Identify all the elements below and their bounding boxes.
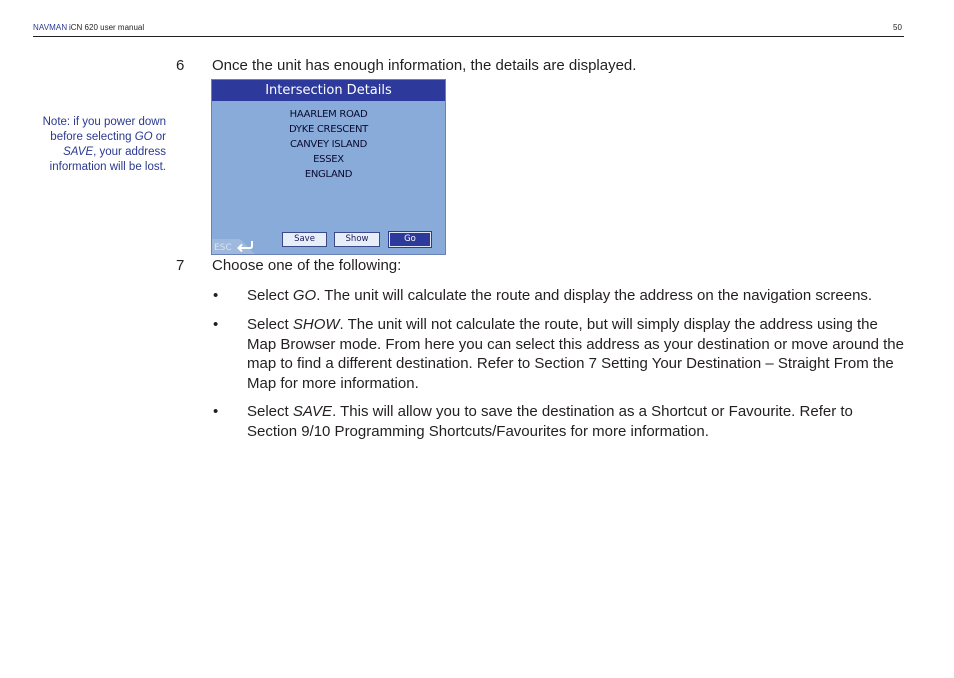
- step-6-text: Once the unit has enough information, the details are displayed.: [212, 57, 637, 74]
- page-number: 50: [893, 23, 902, 32]
- step-6-number: 6: [176, 57, 185, 74]
- bullet-show-after: . The unit will not calculate the route, but will simply display the address using the Map Browser mode. From here you can select this address as your destination or move around the map to find a different destination. Refer to Section 7 Setting Your Destination – Straight From the Map for more information.: [247, 316, 904, 392]
- note-go: GO: [134, 131, 153, 143]
- bullet-go-keyword: GO: [292, 287, 317, 304]
- note-prefix: Note: if you power down before selecting: [42, 116, 166, 143]
- step-7-number: 7: [176, 257, 185, 274]
- go-button[interactable]: Go: [389, 232, 431, 247]
- bullet-save: [247, 402, 907, 441]
- address-line: ESSEX: [313, 154, 344, 165]
- note-save: SAVE: [63, 146, 94, 158]
- bullet-save-after: . This will allow you to save the destination as a Shortcut or Favourite. Refer to Section 9/10 Programming Shortcuts/Favourites for more information.: [247, 403, 853, 440]
- back-arrow-icon: [236, 240, 254, 252]
- address-line: HAARLEM ROAD: [289, 109, 368, 120]
- address-line: ENGLAND: [304, 169, 353, 180]
- address-line: DYKE CRESCENT: [289, 124, 368, 135]
- note-or: or: [152, 131, 166, 143]
- save-button[interactable]: Save: [282, 232, 327, 247]
- side-note: [40, 115, 166, 175]
- bullet-save-keyword: SAVE: [292, 403, 333, 420]
- bullet-symbol: •: [213, 316, 219, 333]
- header-title: iCN 620 user manual: [69, 23, 145, 32]
- bullet-show-keyword: SHOW: [292, 316, 340, 333]
- show-button[interactable]: Show: [334, 232, 380, 247]
- bullet-symbol: •: [213, 403, 219, 420]
- screen-title: Intersection Details: [212, 80, 445, 101]
- bullet-save-before: Select: [247, 403, 293, 420]
- bullet-go-before: Select: [247, 287, 293, 304]
- esc-label: ESC: [214, 243, 232, 253]
- bullet-show-before: Select: [247, 316, 293, 333]
- step-7-text: Choose one of the following:: [212, 257, 402, 274]
- bullet-go: [247, 286, 907, 306]
- intersection-details-screen: [211, 79, 446, 255]
- esc-button[interactable]: [212, 237, 267, 255]
- bullet-symbol: •: [213, 287, 219, 304]
- note-suffix: , your address information will be lost.: [49, 146, 166, 173]
- bullet-go-after: . The unit will calculate the route and display the address on the navigation screens.: [316, 287, 873, 304]
- header-brand: NAVMAN: [33, 23, 68, 32]
- header-rule: [33, 36, 904, 37]
- address-line: CANVEY ISLAND: [290, 139, 367, 150]
- bullet-show: [247, 315, 907, 393]
